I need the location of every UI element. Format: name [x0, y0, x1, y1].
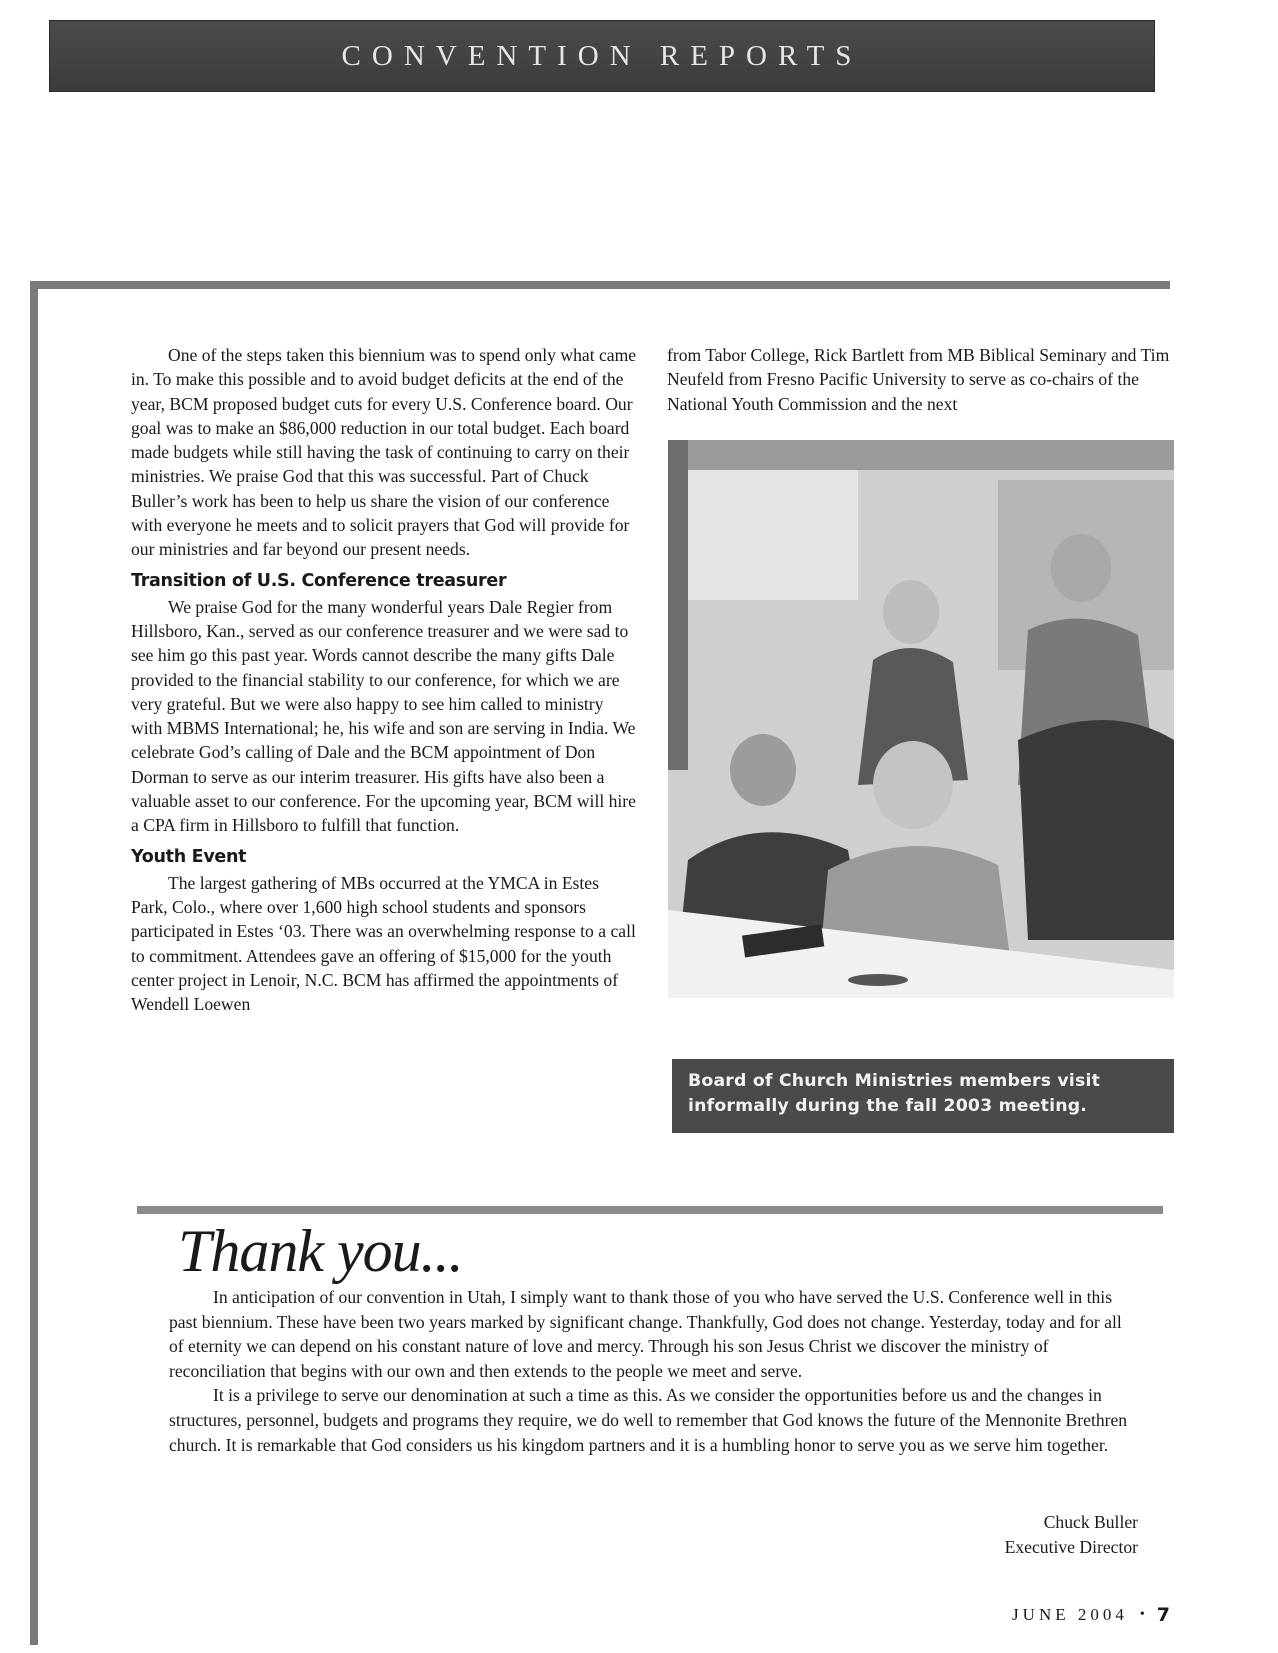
signature-name: Chuck Buller: [1043, 1512, 1138, 1532]
continued-paragraph: from Tabor College, Rick Bartlett from MB Biblical Seminary and Tim Neufeld from Fresno Pacific University to serve as co-chairs of the National Youth Commission and the next: [667, 345, 1170, 414]
top-divider-rule: [30, 281, 1170, 289]
meeting-photo: [668, 440, 1174, 998]
thank-you-divider-rule: [137, 1206, 1163, 1214]
signature-block: [1005, 1510, 1138, 1561]
article-right-column: [667, 343, 1172, 416]
left-margin-rule: [30, 281, 38, 1645]
footer-bullet-separator: •: [1139, 1607, 1145, 1622]
thank-you-paragraph-2: It is a privilege to serve our denomination at such a time as this. As we consider the opportunities before us and the changes in structures, personnel, budgets and programs they require, we do well to remember that God knows the future of the Mennonite Brethren church. It is remarkable that God considers us his kingdom partners and it is a humbling honor to serve you as we serve him together.: [169, 1385, 1128, 1455]
thank-you-letter: [169, 1285, 1131, 1457]
page-footer: [1012, 1604, 1170, 1626]
thank-you-paragraph-1: In anticipation of our convention in Utah, I simply want to thank those of you who have served the U.S. Conference well in this past biennium. These have been two years marked by significant change. Thankfully, God does not change. Yesterday, today and for all of eternity we can depend on his constant nature of love and mercy. Through his son Jesus Christ we discover the ministry of reconciliation that begins with our own and then extends to the people we meet and serve.: [169, 1287, 1122, 1381]
youth-event-subhead: Youth Event: [131, 846, 247, 867]
thank-you-heading: Thank you...: [178, 1218, 463, 1284]
photo-caption: Board of Church Ministries members visit informally during the fall 2003 meeting.: [672, 1059, 1174, 1133]
section-header-bar: [49, 20, 1155, 92]
article-left-column: [131, 343, 639, 1016]
treasurer-subhead: Transition of U.S. Conference treasurer: [131, 570, 507, 591]
signature-title: Executive Director: [1004, 1537, 1138, 1558]
section-title: CONVENTION REPORTS: [341, 39, 863, 72]
budget-paragraph: One of the steps taken this biennium was to spend only what came in. To make this possible and to avoid budget deficits at the end of the year, BCM proposed budget cuts for every U.S. Conference board. Our goal was to make an $86,000 reduction in our total budget. Each board made budgets while still having the task of continuing to carry on their ministries. We praise God that this was successful. Part of Chuck Buller’s work has been to help us share the vision of our conference with everyone he meets and to solicit prayers that God will provide for our ministries and far beyond our present needs.: [131, 345, 637, 560]
youth-event-paragraph: The largest gathering of MBs occurred at the YMCA in Estes Park, Colo., where over 1,600 high school students and sponsors participated in Estes ‘03. There was an overwhelming response to a call to commitment. Attendees gave an offering of $15,000 for the youth center project in Lenoir, N.C. BCM has affirmed the appointments of Wendell Loewen: [131, 872, 636, 1015]
page-number: 7: [1156, 1604, 1170, 1626]
issue-date: JUNE 2004: [1012, 1605, 1128, 1624]
treasurer-paragraph: We praise God for the many wonderful years Dale Regier from Hillsboro, Kan., served as our conference treasurer and we were sad to see him go this past year. Words cannot describe the many gifts Dale provided to the financial stability to our conference, for which we are very grateful. But we were also happy to see him called to ministry with MBMS International; he, his wife and son are serving in India. We celebrate God’s calling of Dale and the BCM appointment of Don Dorman to serve as our interim treasurer. His gifts have also been a valuable asset to our conference. For the upcoming year, BCM will hire a CPA firm in Hillsboro to fulfill that function.: [131, 596, 636, 836]
